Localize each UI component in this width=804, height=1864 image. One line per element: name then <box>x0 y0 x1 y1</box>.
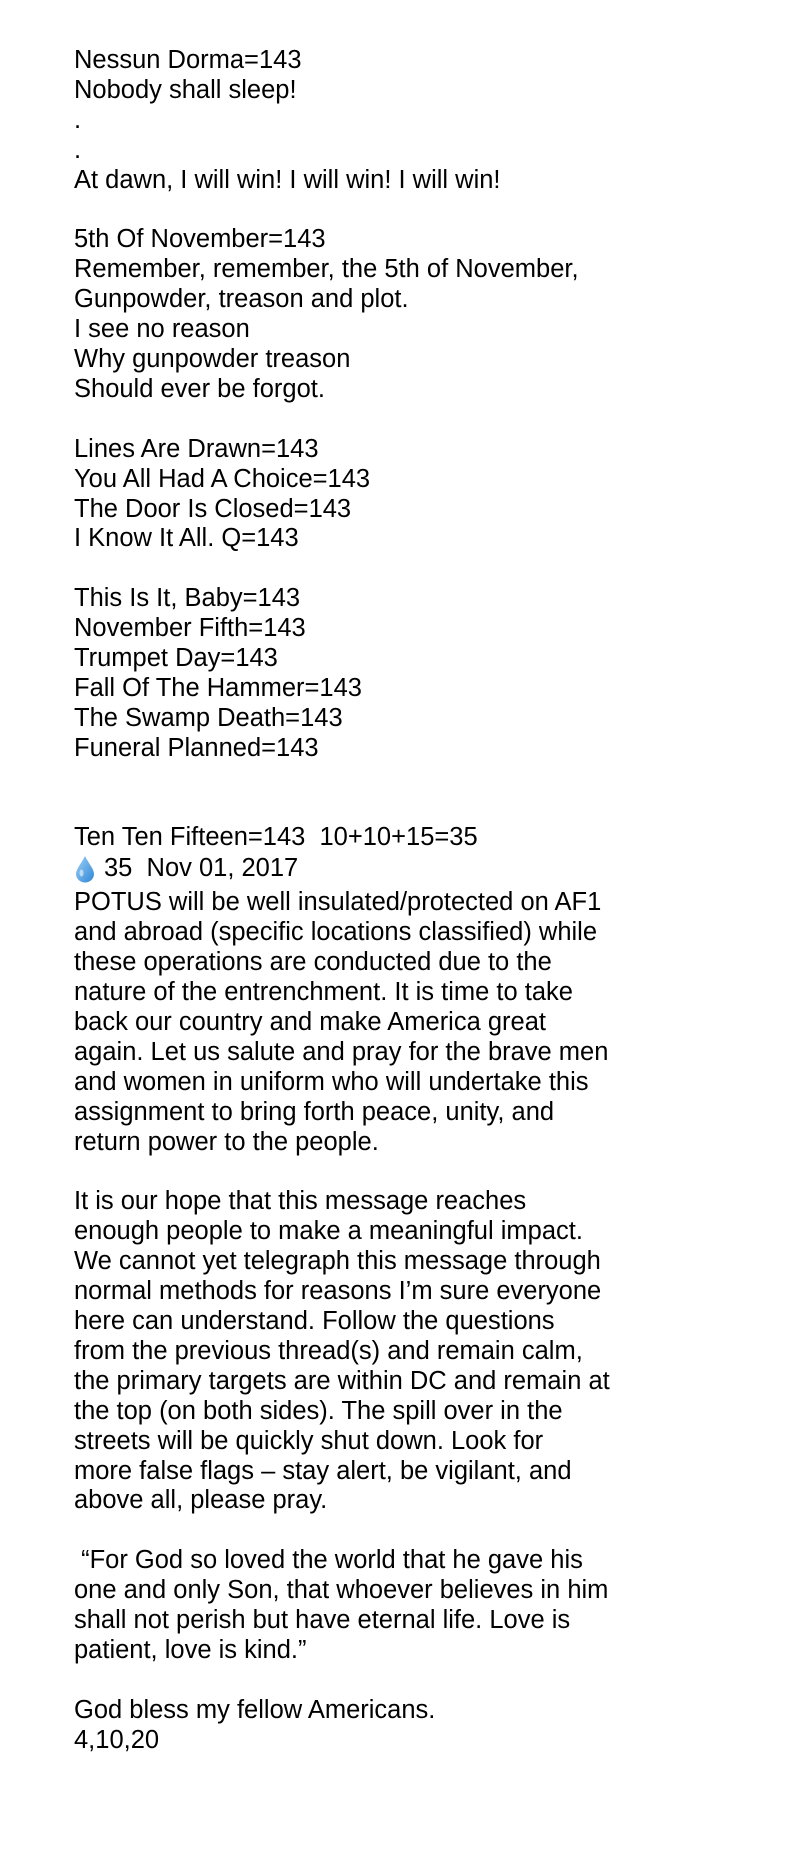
post-paragraph-1 <box>74 888 774 1157</box>
post-paragraph-3-quote <box>74 1546 774 1666</box>
spacer <box>74 764 774 794</box>
text-line: . <box>74 105 82 134</box>
post-closing <box>74 1696 774 1756</box>
text-line: from the previous thread(s) and remain calm, <box>74 1336 583 1365</box>
post-paragraph-2 <box>74 1187 774 1516</box>
text-line: these operations are conducted due to the <box>74 948 552 977</box>
section-nessun-dorma <box>74 46 774 196</box>
text-line: It is our hope that this message reaches <box>74 1187 527 1216</box>
text-line: patient, love is kind.” <box>74 1635 307 1664</box>
text-line: more false flags – stay alert, be vigilant, and <box>74 1456 572 1485</box>
text-line: Lines Are Drawn=143 <box>74 434 319 463</box>
text-line: shall not perish but have eternal life. Love is <box>74 1606 571 1635</box>
text-line: nature of the entrenchment. It is time to take <box>74 978 573 1007</box>
text-line: Funeral Planned=143 <box>74 733 319 762</box>
text-line: Trumpet Day=143 <box>74 644 278 673</box>
text-line: return power to the people. <box>74 1127 379 1156</box>
text-line: “For God so loved the world that he gave his <box>74 1546 583 1575</box>
text-line: 5th Of November=143 <box>74 225 326 254</box>
text-line: God bless my fellow Americans. <box>74 1695 436 1724</box>
text-line: the top (on both sides). The spill over in the <box>74 1396 563 1425</box>
post-header-line: Ten Ten Fifteen=143 10+10+15=35 <box>74 823 478 852</box>
section-this-is-it <box>74 584 774 763</box>
spacer <box>74 794 774 824</box>
section-5th-of-november <box>74 225 774 404</box>
text-line: We cannot yet telegraph this message through <box>74 1247 601 1276</box>
text-line: POTUS will be well insulated/protected on AF1 <box>74 888 602 917</box>
text-line: Should ever be forgot. <box>74 374 325 403</box>
text-line: The Swamp Death=143 <box>74 703 343 732</box>
text-line: I Know It All. Q=143 <box>74 524 299 553</box>
text-line: Nessun Dorma=143 <box>74 46 302 74</box>
post-meta <box>74 854 774 884</box>
text-line: assignment to bring forth peace, unity, and <box>74 1097 555 1126</box>
text-line: back our country and make America great <box>74 1007 546 1036</box>
water-drop-icon <box>74 855 96 883</box>
text-line: I see no reason <box>74 315 250 344</box>
text-line: streets will be quickly shut down. Look for <box>74 1426 544 1455</box>
text-line: and abroad (specific locations classified) while <box>74 918 598 947</box>
text-line: enough people to make a meaningful impact. <box>74 1217 583 1246</box>
text-line: November Fifth=143 <box>74 614 306 643</box>
text-line: normal methods for reasons I’m sure everyone <box>74 1277 602 1306</box>
text-line: . <box>74 135 82 164</box>
text-line: one and only Son, that whoever believes in him <box>74 1576 609 1605</box>
spacer <box>74 1157 774 1187</box>
spacer <box>74 196 774 226</box>
text-line: here can understand. Follow the questions <box>74 1306 555 1335</box>
text-line: again. Let us salute and pray for the brave men <box>74 1037 609 1066</box>
text-line: Gunpowder, treason and plot. <box>74 285 409 314</box>
text-line: Remember, remember, the 5th of November, <box>74 255 579 284</box>
text-line: At dawn, I will win! I will win! I will win! <box>74 165 501 194</box>
text-line: 4,10,20 <box>74 1725 160 1754</box>
text-line: Why gunpowder treason <box>74 345 351 374</box>
spacer <box>74 405 774 435</box>
section-lines-are-drawn <box>74 435 774 555</box>
document-body <box>74 46 774 1756</box>
text-line: and women in uniform who will undertake this <box>74 1067 589 1096</box>
spacer <box>74 554 774 584</box>
post-number-date: 35 Nov 01, 2017 <box>104 854 299 883</box>
text-line: The Door Is Closed=143 <box>74 494 352 523</box>
text-line: the primary targets are within DC and remain at <box>74 1366 610 1395</box>
spacer <box>74 1666 774 1696</box>
spacer <box>74 1516 774 1546</box>
text-line: Nobody shall sleep! <box>74 75 297 104</box>
text-line: Fall Of The Hammer=143 <box>74 673 362 702</box>
text-line: This Is It, Baby=143 <box>74 584 301 613</box>
text-line: above all, please pray. <box>74 1486 328 1515</box>
text-line: You All Had A Choice=143 <box>74 464 371 493</box>
